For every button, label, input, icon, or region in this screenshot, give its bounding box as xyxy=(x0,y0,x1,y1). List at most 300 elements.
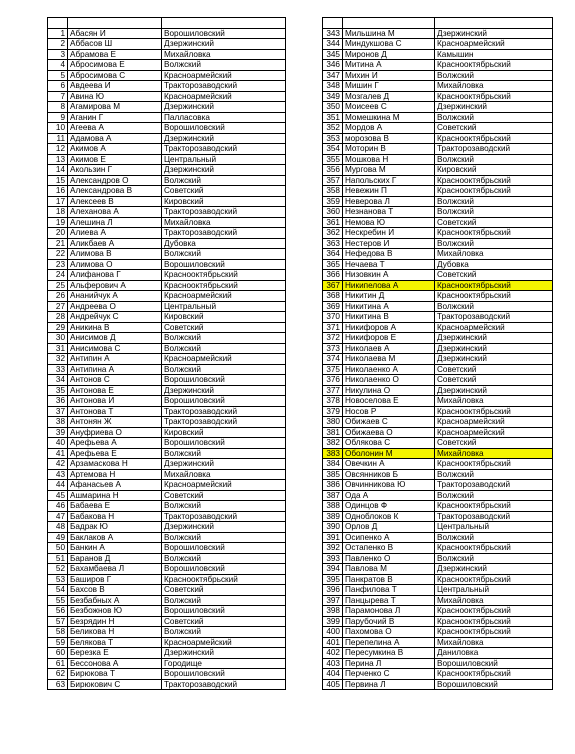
table-row xyxy=(323,186,553,197)
row-number: 6 xyxy=(48,81,68,92)
person-name: Андреева О xyxy=(68,301,162,312)
row-number: 380 xyxy=(323,417,343,428)
person-name: Нестеров И xyxy=(343,238,435,249)
row-number: 25 xyxy=(48,280,68,291)
table-row xyxy=(48,364,286,375)
table-row xyxy=(323,501,553,512)
table-row xyxy=(48,91,286,102)
district-name: Волжский xyxy=(435,469,553,480)
district-name: Волжский xyxy=(435,112,553,123)
row-number: 10 xyxy=(48,123,68,134)
district-name: Дзержинский xyxy=(435,343,553,354)
district-name: Красноармейский xyxy=(435,427,553,438)
district-name: Краснооктябрьский xyxy=(435,291,553,302)
row-number: 4 xyxy=(48,60,68,71)
district-name: Краснооктябрьский xyxy=(435,175,553,186)
row-number: 42 xyxy=(48,459,68,470)
district-name: Михайловка xyxy=(162,49,286,60)
district-name: Ворошиловский xyxy=(162,543,286,554)
table-row xyxy=(323,175,553,186)
row-number: 46 xyxy=(48,501,68,512)
district-name: Волжский xyxy=(435,154,553,165)
row-number: 32 xyxy=(48,354,68,365)
table-row xyxy=(323,343,553,354)
person-name: Низовкин А xyxy=(343,270,435,281)
table-row xyxy=(323,228,553,239)
district-name: Волжский xyxy=(435,70,553,81)
table-row xyxy=(323,270,553,281)
person-name: Баклаков А xyxy=(68,532,162,543)
row-number: 404 xyxy=(323,669,343,680)
row-number: 7 xyxy=(48,91,68,102)
table-row xyxy=(48,186,286,197)
row-number: 369 xyxy=(323,301,343,312)
table-row xyxy=(323,543,553,554)
table-row xyxy=(48,595,286,606)
person-name: Ода А xyxy=(343,490,435,501)
row-number: 12 xyxy=(48,144,68,155)
row-number: 376 xyxy=(323,375,343,386)
person-name: Мордов А xyxy=(343,123,435,134)
district-name: Кировский xyxy=(162,196,286,207)
person-name: Арефьева Е xyxy=(68,448,162,459)
district-name: Тракторозаводский xyxy=(162,511,286,522)
district-name: Волжский xyxy=(435,207,553,218)
row-number: 11 xyxy=(48,133,68,144)
person-name: Нечаева Т xyxy=(343,259,435,270)
district-name: Дзержинский xyxy=(162,39,286,50)
row-number: 38 xyxy=(48,417,68,428)
district-name: Ворошиловский xyxy=(162,259,286,270)
row-number: 385 xyxy=(323,469,343,480)
person-name: Нескребин И xyxy=(343,228,435,239)
row-number: 53 xyxy=(48,574,68,585)
table-row xyxy=(48,459,286,470)
district-name: Краснооктябрьский xyxy=(162,574,286,585)
table-row xyxy=(323,532,553,543)
row-number: 49 xyxy=(48,532,68,543)
row-number: 344 xyxy=(323,39,343,50)
person-name: Никифоров А xyxy=(343,322,435,333)
person-name: Алимова В xyxy=(68,249,162,260)
district-name: Ворошиловский xyxy=(162,28,286,39)
table-row xyxy=(48,144,286,155)
district-name: Тракторозаводский xyxy=(162,207,286,218)
row-number: 24 xyxy=(48,270,68,281)
district-name: Камышин xyxy=(435,49,553,60)
row-number: 41 xyxy=(48,448,68,459)
row-number: 343 xyxy=(323,28,343,39)
table-row xyxy=(323,480,553,491)
row-number: 59 xyxy=(48,637,68,648)
person-name: Михин И xyxy=(343,70,435,81)
person-name: Носов Р xyxy=(343,406,435,417)
table-row xyxy=(323,385,553,396)
table-row xyxy=(323,207,553,218)
table-row xyxy=(48,385,286,396)
person-name: Бахсов В xyxy=(68,585,162,596)
blank-cell xyxy=(343,18,435,29)
row-number: 403 xyxy=(323,658,343,669)
table-row xyxy=(48,60,286,71)
person-name: Николаев А xyxy=(343,343,435,354)
row-number: 388 xyxy=(323,501,343,512)
district-name: Тракторозаводский xyxy=(435,312,553,323)
table-row xyxy=(323,595,553,606)
table-row xyxy=(48,532,286,543)
person-name: Облякова С xyxy=(343,438,435,449)
person-name: Никитина А xyxy=(343,301,435,312)
person-name: Оболонин М xyxy=(343,448,435,459)
person-name: Перепелина А xyxy=(343,637,435,648)
row-number: 36 xyxy=(48,396,68,407)
row-number: 375 xyxy=(323,364,343,375)
district-name: Волжский xyxy=(162,249,286,260)
person-name: Парубочий В xyxy=(343,616,435,627)
row-number: 28 xyxy=(48,312,68,323)
row-number: 365 xyxy=(323,259,343,270)
district-name: Красноармейский xyxy=(162,291,286,302)
district-name: Волжский xyxy=(162,532,286,543)
person-name: Антонова Т xyxy=(68,406,162,417)
row-number: 360 xyxy=(323,207,343,218)
person-name: Абасян И xyxy=(68,28,162,39)
person-name: Ананийчук А xyxy=(68,291,162,302)
district-name: Краснооктябрьский xyxy=(435,60,553,71)
row-number: 390 xyxy=(323,522,343,533)
table-row xyxy=(48,343,286,354)
table-row xyxy=(323,648,553,659)
table-row xyxy=(323,438,553,449)
district-name: Центральный xyxy=(162,154,286,165)
person-name: Алиева А xyxy=(68,228,162,239)
row-number: 383 xyxy=(323,448,343,459)
district-name: Волжский xyxy=(162,595,286,606)
row-number: 9 xyxy=(48,112,68,123)
district-name: Дзержинский xyxy=(162,133,286,144)
table-row xyxy=(323,511,553,522)
table-row xyxy=(48,417,286,428)
table-row xyxy=(48,175,286,186)
row-number: 398 xyxy=(323,606,343,617)
district-name: Советский xyxy=(435,270,553,281)
row-number: 377 xyxy=(323,385,343,396)
row-number: 18 xyxy=(48,207,68,218)
district-name: Дзержинский xyxy=(162,102,286,113)
row-number: 45 xyxy=(48,490,68,501)
row-number: 353 xyxy=(323,133,343,144)
person-name: Неверова Л xyxy=(343,196,435,207)
district-name: Дзержинский xyxy=(435,333,553,344)
table-row xyxy=(323,133,553,144)
row-number: 372 xyxy=(323,333,343,344)
person-name: Моторин В xyxy=(343,144,435,155)
district-name: Волжский xyxy=(162,60,286,71)
table-row xyxy=(48,658,286,669)
table-row xyxy=(48,81,286,92)
table-row xyxy=(323,627,553,638)
person-name: Агеева А xyxy=(68,123,162,134)
person-name: Миндукшова С xyxy=(343,39,435,50)
person-name: Мильшина М xyxy=(343,28,435,39)
district-name: Кировский xyxy=(162,312,286,323)
person-name: Березка Е xyxy=(68,648,162,659)
district-name: Краснооктябрьский xyxy=(162,270,286,281)
district-name: Красноармейский xyxy=(162,354,286,365)
table-row xyxy=(323,28,553,39)
district-name: Красноармейский xyxy=(162,637,286,648)
district-name: Тракторозаводский xyxy=(435,144,553,155)
person-name: Мозгалев Д xyxy=(343,91,435,102)
blank-cell xyxy=(68,18,162,29)
row-number: 373 xyxy=(323,343,343,354)
row-number: 29 xyxy=(48,322,68,333)
person-name: Антипин А xyxy=(68,354,162,365)
person-name: Альферович А xyxy=(68,280,162,291)
table-row xyxy=(48,238,286,249)
row-number: 387 xyxy=(323,490,343,501)
district-name: Волжский xyxy=(435,532,553,543)
person-name: Никитин Д xyxy=(343,291,435,302)
district-name: Краснооктябрьский xyxy=(435,133,553,144)
row-number: 374 xyxy=(323,354,343,365)
district-name: Советский xyxy=(162,616,286,627)
table-row xyxy=(48,480,286,491)
table-row xyxy=(48,291,286,302)
table-row xyxy=(48,312,286,323)
header-blank-row xyxy=(48,18,286,29)
person-name: Одинцов Ф xyxy=(343,501,435,512)
table-row xyxy=(323,112,553,123)
person-name: Аликбаев А xyxy=(68,238,162,249)
row-number: 379 xyxy=(323,406,343,417)
table-row xyxy=(323,91,553,102)
person-name: Арефьева А xyxy=(68,438,162,449)
district-name: Тракторозаводский xyxy=(435,480,553,491)
district-name: Волжский xyxy=(162,333,286,344)
table-row xyxy=(323,39,553,50)
district-name: Краснооктябрьский xyxy=(435,627,553,638)
row-number: 8 xyxy=(48,102,68,113)
district-name: Волжский xyxy=(435,553,553,564)
table-row xyxy=(48,616,286,627)
person-name: Пересумкина В xyxy=(343,648,435,659)
row-number: 55 xyxy=(48,595,68,606)
district-name: Тракторозаводский xyxy=(435,511,553,522)
row-number: 44 xyxy=(48,480,68,491)
table-row xyxy=(48,396,286,407)
district-name: Краснооктябрьский xyxy=(435,574,553,585)
person-name: Антипина А xyxy=(68,364,162,375)
district-name: Центральный xyxy=(435,522,553,533)
table-row xyxy=(48,196,286,207)
district-name: Краснооктябрьский xyxy=(162,280,286,291)
person-name: Одноблоков К xyxy=(343,511,435,522)
person-name: Адамова А xyxy=(68,133,162,144)
row-number: 20 xyxy=(48,228,68,239)
person-name: Никипелова А xyxy=(343,280,435,291)
row-number: 389 xyxy=(323,511,343,522)
district-name: Михайловка xyxy=(435,448,553,459)
row-number: 30 xyxy=(48,333,68,344)
person-name: Овечкин А xyxy=(343,459,435,470)
table-row xyxy=(48,679,286,690)
person-name: Артемова Н xyxy=(68,469,162,480)
person-name: Алексеев В xyxy=(68,196,162,207)
person-name: Мишин Г xyxy=(343,81,435,92)
row-number: 33 xyxy=(48,364,68,375)
row-number: 362 xyxy=(323,228,343,239)
row-number: 391 xyxy=(323,532,343,543)
district-name: Центральный xyxy=(162,301,286,312)
person-name: Андрейчук С xyxy=(68,312,162,323)
person-name: Ашмарина Н xyxy=(68,490,162,501)
table-row xyxy=(323,375,553,386)
table-row xyxy=(323,291,553,302)
district-name: Михайловка xyxy=(435,249,553,260)
table-row xyxy=(48,301,286,312)
person-name: Нефедова В xyxy=(343,249,435,260)
person-name: Перина Л xyxy=(343,658,435,669)
row-number: 395 xyxy=(323,574,343,585)
person-name: Немова Ю xyxy=(343,217,435,228)
row-number: 35 xyxy=(48,385,68,396)
person-name: Невежин П xyxy=(343,186,435,197)
table-row xyxy=(323,459,553,470)
district-name: Советский xyxy=(435,217,553,228)
table-row xyxy=(48,469,286,480)
table-row xyxy=(323,490,553,501)
person-name: Обижаева О xyxy=(343,427,435,438)
row-number: 348 xyxy=(323,81,343,92)
person-name: Первина Л xyxy=(343,679,435,690)
table-row xyxy=(48,448,286,459)
row-number: 392 xyxy=(323,543,343,554)
table-row xyxy=(323,249,553,260)
table-row xyxy=(48,585,286,596)
person-name: Баранов Д xyxy=(68,553,162,564)
blank-cell xyxy=(435,18,553,29)
table-row xyxy=(48,354,286,365)
person-name: Бирюкова Т xyxy=(68,669,162,680)
row-number: 54 xyxy=(48,585,68,596)
table-row xyxy=(323,406,553,417)
person-name: Бабакова Н xyxy=(68,511,162,522)
table-row xyxy=(48,70,286,81)
table-row xyxy=(48,627,286,638)
person-name: Николаенко А xyxy=(343,364,435,375)
district-name: Ворошиловский xyxy=(162,375,286,386)
row-number: 358 xyxy=(323,186,343,197)
district-name: Краснооктябрьский xyxy=(435,501,553,512)
person-name: Миронов Д xyxy=(343,49,435,60)
district-name: Михайловка xyxy=(435,396,553,407)
row-number: 3 xyxy=(48,49,68,60)
district-name: Волжский xyxy=(435,490,553,501)
row-number: 5 xyxy=(48,70,68,81)
row-number: 352 xyxy=(323,123,343,134)
row-number: 382 xyxy=(323,438,343,449)
row-number: 368 xyxy=(323,291,343,302)
person-name: Абросимова С xyxy=(68,70,162,81)
table-row xyxy=(323,102,553,113)
person-name: Ануфриева О xyxy=(68,427,162,438)
district-name: Палласовка xyxy=(162,112,286,123)
person-name: Алешина Л xyxy=(68,217,162,228)
row-number: 394 xyxy=(323,564,343,575)
district-name: Красноармейский xyxy=(162,70,286,81)
district-name: Ворошиловский xyxy=(162,564,286,575)
table-row xyxy=(323,238,553,249)
district-name: Михайловка xyxy=(435,637,553,648)
person-name: Николаенко О xyxy=(343,375,435,386)
person-name: Моисеев С xyxy=(343,102,435,113)
row-number: 402 xyxy=(323,648,343,659)
row-number: 19 xyxy=(48,217,68,228)
district-name: Красноармейский xyxy=(435,417,553,428)
person-name: Авдеева И xyxy=(68,81,162,92)
district-name: Центральный xyxy=(435,585,553,596)
person-name: Осипенко А xyxy=(343,532,435,543)
person-name: Александров О xyxy=(68,175,162,186)
row-number: 370 xyxy=(323,312,343,323)
person-name: Алеханова А xyxy=(68,207,162,218)
row-number: 58 xyxy=(48,627,68,638)
person-name: Николаева М xyxy=(343,354,435,365)
person-name: Пахомова О xyxy=(343,627,435,638)
person-name: Арзамаскова Н xyxy=(68,459,162,470)
district-name: Дзержинский xyxy=(162,385,286,396)
person-name: Никулина О xyxy=(343,385,435,396)
person-name: Антонов С xyxy=(68,375,162,386)
district-name: Волжский xyxy=(435,238,553,249)
table-row xyxy=(48,112,286,123)
row-number: 22 xyxy=(48,249,68,260)
right-roster-table xyxy=(322,17,553,690)
table-row xyxy=(323,154,553,165)
left-roster-table xyxy=(47,17,286,690)
table-row xyxy=(323,165,553,176)
table-row xyxy=(323,123,553,134)
person-name: Баширов Г xyxy=(68,574,162,585)
district-name: Дзержинский xyxy=(435,102,553,113)
row-number: 366 xyxy=(323,270,343,281)
row-number: 34 xyxy=(48,375,68,386)
row-number: 361 xyxy=(323,217,343,228)
person-name: морозова В xyxy=(343,133,435,144)
table-row xyxy=(323,427,553,438)
person-name: Агамирова М xyxy=(68,102,162,113)
table-row xyxy=(323,564,553,575)
person-name: Акимов Е xyxy=(68,154,162,165)
person-name: Момешкина М xyxy=(343,112,435,123)
person-name: Белякова Т xyxy=(68,637,162,648)
row-number: 371 xyxy=(323,322,343,333)
person-name: Овчинникова Ю xyxy=(343,480,435,491)
row-number: 37 xyxy=(48,406,68,417)
person-name: Мошкова Н xyxy=(343,154,435,165)
person-name: Бессонова А xyxy=(68,658,162,669)
table-row xyxy=(323,196,553,207)
district-name: Дубовка xyxy=(162,238,286,249)
table-row xyxy=(323,354,553,365)
person-name: Бирюкович С xyxy=(68,679,162,690)
district-name: Советский xyxy=(435,364,553,375)
district-name: Волжский xyxy=(435,196,553,207)
table-row xyxy=(48,553,286,564)
district-name: Городище xyxy=(162,658,286,669)
district-name: Красноармейский xyxy=(435,39,553,50)
